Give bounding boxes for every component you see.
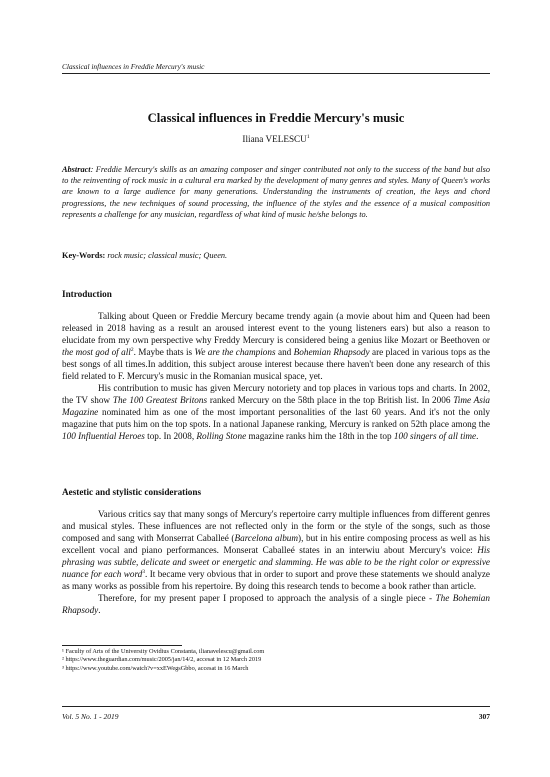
paragraph: His contribution to music has given Mercury notoriety and top places in various tops and charts. In 2002, the TV show The 100 Greatest Britons ranked Mercury on the 58th place in the top British list. In 2006 Time Asia Magazine nominated him as one of the most important personalities of the last 60 years. And it's not the only magazine that puts him on the top spots. In a national Japanese ranking, Mercury is ranked on 52th place among the 100 Influential Heroes top. In 2008, Rolling Stone magazine ranks him the 18th in the top 100 singers of all time. xyxy=(62,383,491,442)
aesthetic-body xyxy=(62,508,490,616)
volume-info: Vol. 5 No. 1 - 2019 xyxy=(62,712,119,721)
page-number: 307 xyxy=(478,712,490,721)
footnotes xyxy=(62,648,490,673)
abstract-text: : Freddie Mercury's skills as an amazing composer and singer contributed not only to the success of the band but also to the reinventing of rock music in a cultural era marked by the development of many genres and styles. Many of Queen's works are known to a large audience for many generations. Understanding the instruments of creation, the keys and chord progressions, the new techniques of sound processing, the influence of the styles and the essence of a musical composition represents a challenge for any musician, regardless of what kind of music he/she belongs to. xyxy=(62,165,490,219)
abstract xyxy=(62,164,490,220)
footnote-divider xyxy=(62,645,182,646)
keywords-label: Key-Words: xyxy=(62,251,106,260)
abstract-label: Abstract xyxy=(62,165,91,174)
footnote: ³ https://www.youtube.com/watch?v=xxEWegsGbbo, accesat in 16 March xyxy=(62,664,249,672)
author-name: Iliana VELESCU xyxy=(242,134,307,144)
section-heading-introduction: Introduction xyxy=(62,289,112,299)
paragraph: Therefore, for my present paper I proposed to approach the analysis of a single piece - The Bohemian Rhapsody. xyxy=(62,593,490,616)
page-footer xyxy=(62,706,490,721)
running-header: Classical influences in Freddie Mercury's music xyxy=(62,62,490,74)
section-heading-aesthetic: Aestetic and stylistic considerations xyxy=(62,487,202,497)
author-footnote-mark: 1 xyxy=(306,133,310,140)
footnote: ¹ Faculty of Arts of the University Ovidius Constanta, ilianavelescu@gmail.com xyxy=(62,648,265,655)
paper-title: Classical influences in Freddie Mercury's music xyxy=(147,111,405,125)
keywords xyxy=(62,251,490,260)
author xyxy=(62,134,490,144)
footnote: ² https://www.theguardian.com/music/2005/jan/14/2, accesat in 12 March 2019 xyxy=(62,656,262,664)
paragraph: Various critics say that many songs of Mercury's repertoire carry multiple influences from different genres and musical styles. These influences are not reflected only in the form or the style of the songs, such as those composed and sang with Monserrat Caballeé (Barcelona album), but in his entire composing process as well as his excellent vocal and piano performances. Monserat Caballeé states in an interwiu about Mercury's voice: His phrasing was subtle, delicate and sweet or energetic and slamming. He was able to be the right color or expressive nuance for each word$^3$. It became very obvious that in order to suport and prove these statements we should analyze as many works as possible from his repertoire. By doing this research tends to become a book rather than article. xyxy=(62,509,491,592)
keywords-text: rock music; classical music; Queen. xyxy=(105,251,228,260)
introduction-body xyxy=(62,310,490,443)
paragraph: Talking about Queen or Freddie Mercury became trendy again (a movie about him and Queen had been released in 2018 having as a result an aroused interest event to the young listeners ears) but also a reason to elucidate from my own perspective why Freddy Mercury is considered being a genius like Mozart or Beethoven or the most god of all$^2$. Maybe thats is We are the champions and Bohemian Rhapsody are placed in various tops as the best songs of all times.In addition, this subject arouse interest because there haven't been done any research of this field related to F. Mercury's music in the Romanian musical space, yet. xyxy=(62,311,491,382)
